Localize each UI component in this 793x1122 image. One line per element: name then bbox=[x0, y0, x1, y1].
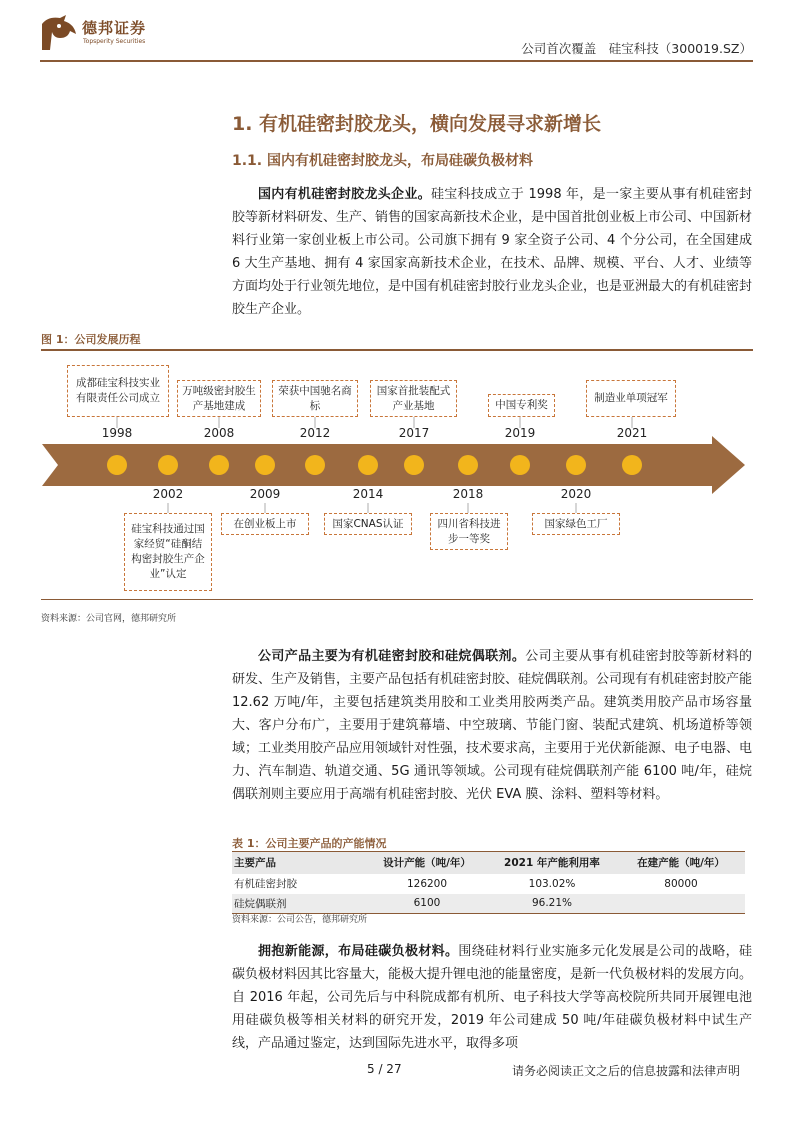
timeline-event: 国家首批装配式产业基地 bbox=[370, 380, 457, 417]
timeline-dot bbox=[358, 455, 378, 475]
timeline-year: 1998 bbox=[101, 426, 133, 440]
logo-english-name: Topsperity Securities bbox=[83, 38, 146, 45]
paragraph-body: 硅宝科技成立于 1998 年，是一家主要从事有机硅密封胶等新材料研发、生产、销售的国家高新技术企业，是中国首批创业板上市公司、中国新材料行业第一家创业板上市公司。公司旗下拥有 9 家全资子公司、4 个分公司，在全国建成 6 大生产基地、拥有 4 家国家高新技术企业，在技术、品牌、规模、平台、人才、业绩等方面均处于行业领先地位，是中国有机硅密封胶行业龙头企业，也是亚洲最大的有机硅密封胶生产企业。 bbox=[232, 187, 753, 317]
paragraph-lead: 公司产品主要为有机硅密封胶和硅烷偶联剂。 bbox=[258, 649, 526, 664]
timeline-event: 成都硅宝科技实业有限责任公司成立 bbox=[67, 365, 169, 417]
timeline-year: 2017 bbox=[398, 426, 430, 440]
table-source: 资料来源：公司公告，德邦研究所 bbox=[232, 915, 368, 925]
paragraph-body: 围绕硅材料行业实施多元化发展是公司的战略，硅碳负极材料因其比容量大，能极大提升锂电池的能量密度，是新一代负极材料的发展方向。自 2016 年起，公司先后与中科院成都有机所、电子科技大学等高校院所共同开展锂电池用硅碳负极等相关材料的研究开发，2019 年公司建成 50 吨/年硅碳负极材料中试生产线，产品通过鉴定，达到国际先进水平，取得多项 bbox=[232, 944, 752, 1051]
table-header-cell: 主要产品 bbox=[232, 852, 367, 874]
table-cell: 有机硅密封胶 bbox=[232, 874, 367, 894]
timeline-event: 在创业板上市 bbox=[221, 513, 309, 535]
table-header-cell: 2021 年产能利用率 bbox=[487, 852, 617, 874]
timeline-dot bbox=[404, 455, 424, 475]
paragraph-products bbox=[232, 645, 752, 806]
timeline-dot bbox=[107, 455, 127, 475]
timeline-year: 2014 bbox=[352, 487, 384, 501]
footer-disclaimer: 请务必阅读正文之后的信息披露和法律声明 bbox=[511, 1064, 740, 1078]
timeline-dot bbox=[458, 455, 478, 475]
table-header-row bbox=[232, 852, 745, 874]
timeline-event: 国家CNAS认证 bbox=[324, 513, 412, 535]
timeline-event: 硅宝科技通过国家经贸“硅酮结构密封胶生产企业”认定 bbox=[124, 513, 212, 591]
table-cell: 103.02% bbox=[487, 874, 617, 894]
table-cell: 80000 bbox=[617, 874, 745, 894]
table-header-cell: 设计产能（吨/年） bbox=[367, 852, 487, 874]
timeline-event: 中国专利奖 bbox=[488, 394, 555, 417]
logo-chinese-name: 德邦证券 bbox=[82, 19, 147, 37]
timeline-year: 2018 bbox=[452, 487, 484, 501]
timeline-year: 2019 bbox=[504, 426, 536, 440]
table-title: 表 1：公司主要产品的产能情况 bbox=[232, 837, 387, 850]
timeline-event: 四川省科技进步一等奖 bbox=[430, 513, 508, 550]
timeline-dot bbox=[209, 455, 229, 475]
table-row bbox=[232, 874, 745, 894]
timeline-dot bbox=[622, 455, 642, 475]
subsection-heading: 1.1. 国内有机硅密封胶龙头，布局硅碳负极材料 bbox=[232, 153, 533, 169]
timeline-year: 2012 bbox=[299, 426, 331, 440]
timeline-dot bbox=[566, 455, 586, 475]
timeline-dot bbox=[255, 455, 275, 475]
timeline-event: 万吨级密封胶生产基地建成 bbox=[177, 380, 261, 417]
paragraph-new-energy bbox=[232, 940, 752, 1052]
table-cell bbox=[617, 894, 745, 914]
table-cell: 硅烷偶联剂 bbox=[232, 894, 367, 914]
table-header-cell: 在建产能（吨/年） bbox=[617, 852, 745, 874]
paragraph-lead: 国内有机硅密封胶龙头企业。 bbox=[258, 187, 431, 202]
table-row bbox=[232, 894, 745, 914]
section-heading: 1. 有机硅密封胶龙头，横向发展寻求新增长 bbox=[232, 113, 602, 135]
timeline-event: 荣获中国驰名商标 bbox=[272, 380, 358, 417]
table-cell: 6100 bbox=[367, 894, 487, 914]
report-info: 公司首次覆盖 硅宝科技（300019.SZ） bbox=[521, 41, 752, 56]
table-cell: 96.21% bbox=[487, 894, 617, 914]
timeline-event: 制造业单项冠军 bbox=[586, 380, 676, 417]
page-number: 5 / 27 bbox=[367, 1062, 402, 1076]
timeline-year: 2002 bbox=[152, 487, 184, 501]
capacity-table bbox=[232, 851, 745, 914]
timeline-year: 2021 bbox=[616, 426, 648, 440]
figure-title: 图 1：公司发展历程 bbox=[41, 333, 141, 346]
timeline-year: 2008 bbox=[203, 426, 235, 440]
timeline-dot bbox=[510, 455, 530, 475]
paragraph-lead: 拥抱新能源，布局硅碳负极材料。 bbox=[258, 944, 459, 959]
timeline-dot bbox=[305, 455, 325, 475]
timeline-event: 国家绿色工厂 bbox=[532, 513, 620, 535]
timeline-dot bbox=[158, 455, 178, 475]
timeline-year: 2020 bbox=[560, 487, 592, 501]
paragraph-body: 公司主要从事有机硅密封胶等新材料的研发、生产及销售，主要产品包括有机硅密封胶、硅烷偶联剂。公司现有有机硅密封胶产能 12.62 万吨/年，主要包括建筑类用胶和工业类用胶两类产品。建筑类用胶产品市场容量大、客户分布广，主要用于建筑幕墙、中空玻璃、节能门窗、装配式建筑、机场道桥等领域；工业类用胶产品应用领域针对性强，技术要求高，主要用于光伏新能源、电子电器、电力、汽车制造、轨道交通、5G 通讯等领域。公司现有硅烷偶联剂产能 6100 吨/年，硅烷偶联剂则主要应用于高端有机硅密封胶、光伏 EVA 膜、涂料、塑料等材料。 bbox=[232, 649, 753, 802]
table-cell: 126200 bbox=[367, 874, 487, 894]
figure-bottom-rule bbox=[41, 599, 753, 600]
figure-source: 资料来源：公司官网，德邦研究所 bbox=[41, 614, 177, 624]
timeline-year: 2009 bbox=[249, 487, 281, 501]
